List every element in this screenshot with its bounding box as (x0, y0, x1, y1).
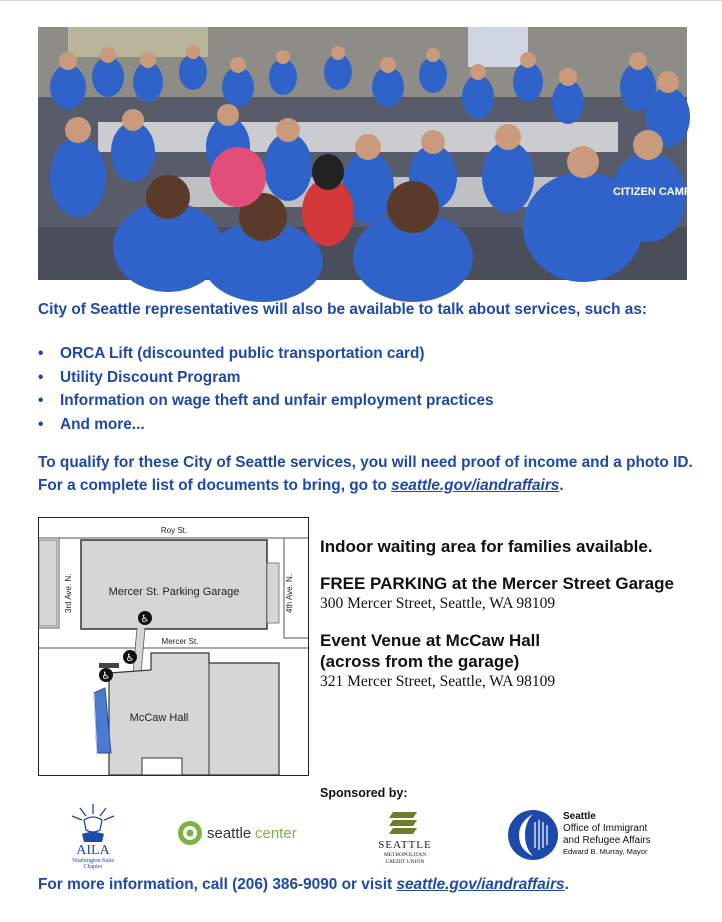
banner-text: CITIZEN CAMPAIGN (613, 186, 718, 198)
bullet: • (38, 415, 44, 433)
wheelchair-icon (138, 611, 152, 625)
footer-contact (38, 876, 718, 894)
footer-prefix: For more information, call (206) 386-9090 or visit (38, 876, 397, 893)
street-label-3rd: 3rd Ave. N. (64, 573, 73, 613)
list-item (38, 366, 494, 390)
footer-suffix: . (564, 876, 569, 893)
hall-label: McCaw Hall (129, 712, 189, 724)
aila-line2: Chapter (83, 864, 103, 870)
street-label-mercer: Mercer St. (161, 637, 199, 646)
bullet: • (38, 345, 44, 362)
venue-address: 321 Mercer Street, Seattle, WA 98109 (320, 673, 556, 690)
qualify-line-1: To qualify for these City of Seattle services, you will need proof of income and a photo ID. (38, 454, 693, 471)
smcu-line2: METROPOLITAN (383, 852, 427, 858)
seattle-center-logo (176, 818, 306, 848)
seattle-center-suffix: center (255, 825, 297, 842)
street-label-roy: Roy St. (160, 526, 188, 535)
service-label: ORCA Lift (discounted public transportation card) (60, 345, 425, 362)
service-label: Utility Discount Program (60, 368, 241, 386)
aila-line1: Washington State (71, 858, 115, 864)
oira-line1: Office of Immigrant (563, 823, 648, 834)
smcu-logo (370, 808, 440, 866)
qualify-line-2 (38, 474, 698, 497)
garage-building (81, 540, 267, 629)
event-info (320, 536, 700, 691)
documents-link[interactable]: seattle.gov/iandraffairs (391, 477, 560, 494)
wheelchair-icon (99, 668, 113, 682)
oira-logo (505, 808, 675, 863)
volunteers-photo (38, 27, 718, 280)
oira-title: Seattle (563, 811, 596, 822)
service-label: Information on wage theft and unfair employment practices (60, 392, 494, 409)
wheelchair-icon (123, 650, 137, 664)
svg-text:♿: ♿ (140, 614, 150, 625)
service-label: And more... (60, 415, 145, 433)
aila-logo (58, 800, 128, 870)
qualification-note (38, 451, 698, 497)
qualify-suffix: . (559, 477, 564, 494)
top-rule (0, 0, 722, 1)
parking-address: 300 Mercer Street, Seattle, WA 98109 (320, 595, 556, 612)
list-item (38, 389, 494, 413)
services-intro: City of Seattle representatives will also be available to talk about services, such as: (38, 301, 648, 318)
qualify-prefix: For a complete list of documents to bring, go to (38, 477, 392, 494)
garage-label: Mercer St. Parking Garage (108, 586, 240, 598)
footer-link[interactable]: seattle.gov/iandraffairs (396, 876, 565, 893)
services-list (38, 342, 494, 436)
oira-line3: Edward B. Murray, Mayor (563, 847, 648, 856)
oira-line2: and Refugee Affairs (563, 835, 651, 846)
smcu-line1: SEATTLE (378, 839, 432, 851)
smcu-line3: CREDIT UNION (385, 859, 425, 865)
venue-map (38, 517, 309, 776)
sponsored-by-label: Sponsored by: (320, 786, 408, 800)
list-item (38, 413, 494, 437)
venue-subtitle: (across from the garage) (320, 652, 520, 671)
parking-title: FREE PARKING at the Mercer Street Garage (320, 574, 674, 593)
street-label-4th: 4th Ave. N. (285, 574, 294, 613)
list-item (38, 342, 494, 366)
svg-text:♿: ♿ (125, 653, 135, 664)
waiting-area-note: Indoor waiting area for families available. (320, 537, 653, 556)
venue-title: Event Venue at McCaw Hall (320, 631, 541, 650)
aila-name: AILA (76, 843, 110, 858)
svg-text:♿: ♿ (101, 671, 111, 682)
bullet: • (38, 368, 44, 386)
bullet: • (38, 392, 44, 409)
seattle-center-prefix: seattle (207, 825, 252, 842)
